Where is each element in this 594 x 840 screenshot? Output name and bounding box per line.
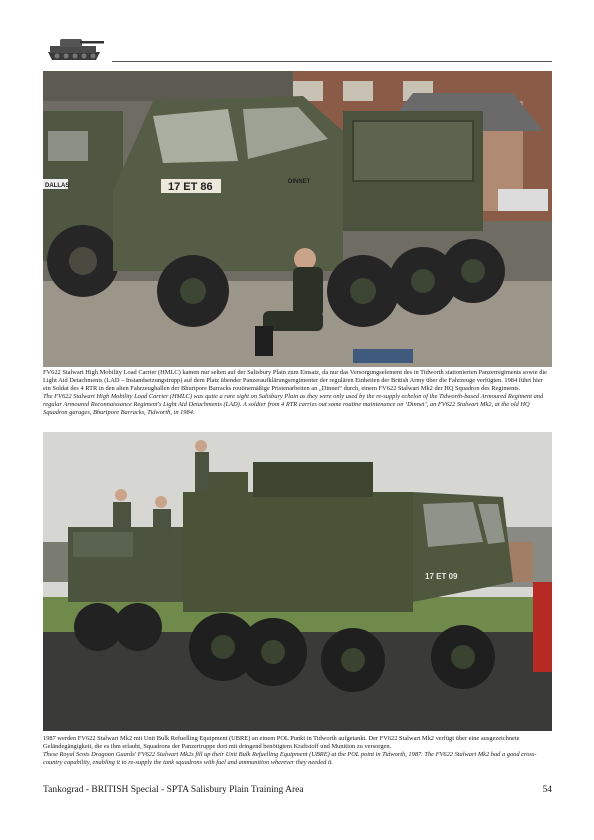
photo-stalwart-refuelling [43, 432, 552, 731]
caption-photo-2 [43, 735, 552, 767]
photo-stalwart-maintenance [43, 71, 552, 367]
footer-title: Tankograd - BRITISH Special - SPTA Salisbury Plain Training Area [43, 785, 304, 795]
tank-logo-icon [44, 28, 104, 62]
header-rule [112, 61, 552, 62]
vehicle-marking: 17 ET 86 [168, 181, 213, 193]
caption-german: 1987 werden FV622 Stalwart Mk2 mit Unit Bulk Refuelling Equipment (UBRE) an einem POL Punkt in Tidworth aufgetankt. Der FV622 Stalwart Mk2 verfügt über eine ausgezeichnete Geländegängigkeit, die es ihm erlaubt, Squadrons der Panzertruppe dort mit dringend benötigtem Kraftstoff und Munition zu versorgen. [43, 735, 520, 751]
caption-photo-1 [43, 369, 552, 418]
page-number: 54 [542, 785, 552, 795]
vehicle-marking-2: 17 ET 09 [425, 572, 458, 581]
caption-english: The FV622 Stalwart High Mobility Load Carrier (HMLC) was quite a rare sight on Salisbury Plain as they were only used by the re-supply echelon of the Tidworth-based Armoured Regiment and regular Armoured Reconnaissance Regiment's Light Aid Detachments (LAD). A soldier from 4 RTR carries out some routine maintenance on ‘Dinnet’, an FV622 Stalwart Mk2, at the old HQ Squadron garages, Bhurtpore Barracks, Tidworth, in 1984. [43, 393, 544, 417]
caption-english: These Royal Scots Dragoon Guards' FV622 Stalwart Mk2s fill up their Unit Bulk Refuelling Equipment (UBRE) at the POL point in Tidworth, 1987. The FV622 Stalwart Mk2 had a good cross-country capability, enabling it to re-supply the tank squadrons with fuel and ammunition wherever they needed it. [43, 751, 537, 767]
vehicle-name-dinnet: DINNET [288, 179, 311, 185]
vehicle-marking-left: DALLAS [45, 183, 70, 189]
caption-german: FV622 Stalwart High Mobility Load Carrier (HMLC) kamen nur selten auf der Salisbury Plain zum Einsatz, da nur das Versorgungselement des in Tidworth stationierten Panzerregiments sowie die Light Aid Detachments (LAD – Instandsetzungstrupp) auf dem Platz übender Panzeraufklärungsregimenter der regulären Einheiten der British Army über die Fahrzeuge verfügten. 1984 führt hier ein Soldat des 4 RTR in den alten Fahrzeughallen der Bhurtpore Barracks routinemäßige Pristenarbeiten an „Dinnet“ durch, einem FV622 Stalwart Mk2 der HQ Squadron des Regiments. [43, 369, 547, 393]
